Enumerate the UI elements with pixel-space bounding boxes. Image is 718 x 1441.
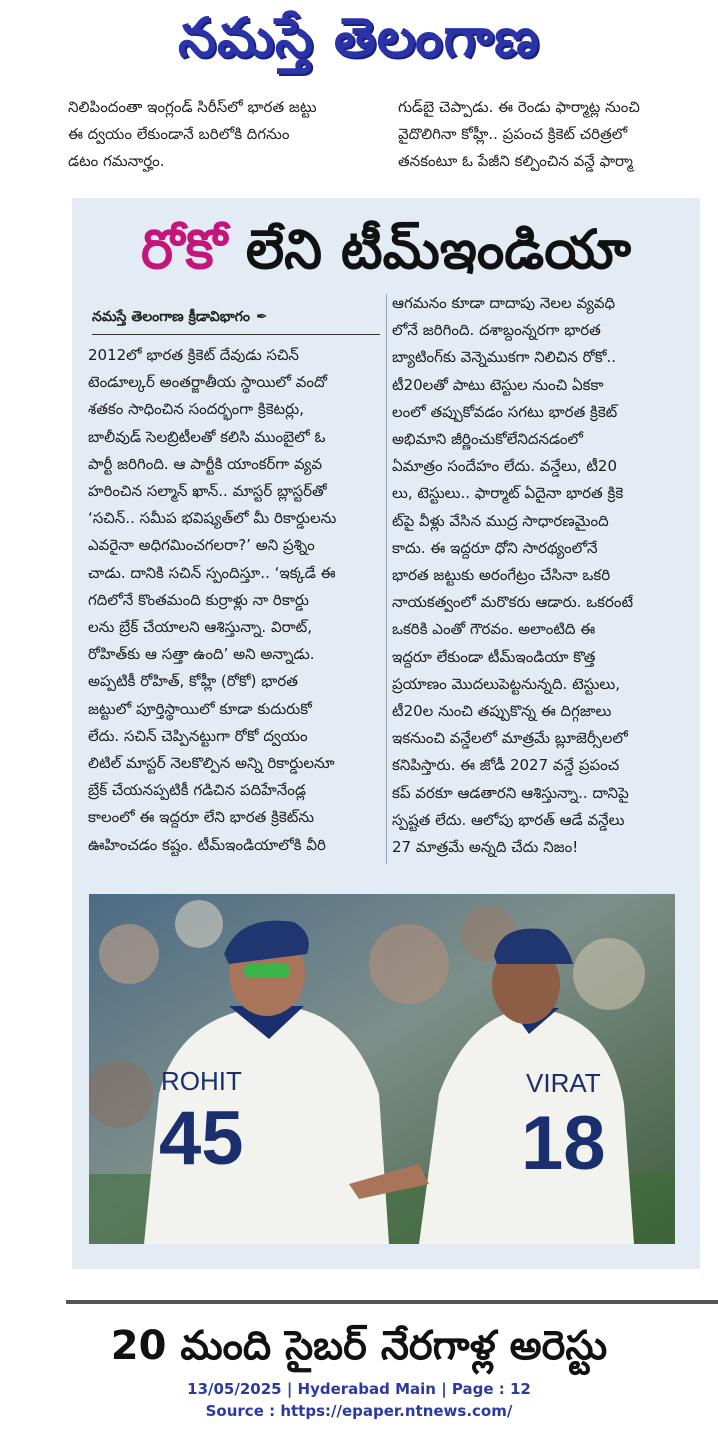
text-line: కనిపిస్తారు. ఈ జోడీ 2027 వన్డే ప్రపంచ xyxy=(392,756,620,775)
text-line: అప్పటికీ రోహిత్, కోహ్లీ (రోకో) భారత xyxy=(88,672,298,691)
right-player-name: VIRAT xyxy=(526,1068,601,1098)
teaser-headline: 20 మంది సైబర్ నేరగాళ్ల అరెస్టు xyxy=(110,1323,608,1369)
text-line: కాలంలో ఈ ఇద్దరూ లేని భారత క్రికెట్‌ను xyxy=(88,808,315,827)
article-panel xyxy=(72,198,700,1269)
text-line: 2012లో భారత క్రికెట్ దేవుడు సచిన్ xyxy=(88,346,299,364)
footer-edition-info: 13/05/2025 | Hyderabad Main | Page : 12 xyxy=(187,1380,531,1398)
column-divider xyxy=(386,294,387,864)
text-line: ఇద్దరూ లేకుండా టీమ్‌ఇండియా కొత్త xyxy=(392,647,596,666)
text-line: కప్ వరకూ ఆడతారని ఆశిస్తున్నా.. దానిపై xyxy=(392,783,629,802)
text-line: గుడ్‌బై చెప్పాడు. ఈ రెండు ఫార్మాట్ల నుంచి xyxy=(398,98,640,116)
text-line: బ్రేక్ చేయనప్పటికీ గడిచిన పదిహేనేండ్ల xyxy=(88,781,306,800)
text-line: ‘సచిన్.. సమీప భవిష్యత్‌లో మీ రికార్డులను xyxy=(88,509,337,528)
text-line: ఈ ద్వయం లేకుండానే బరిలోకి దిగనుం xyxy=(68,125,290,143)
left-player-name: ROHIT xyxy=(161,1066,242,1096)
headline-rest: లేని టీమ్‌ఇండియా xyxy=(227,218,632,281)
text-line: లు, టెస్టులు.. ఫార్మాట్ ఏదైనా భారత క్రికె xyxy=(392,484,624,503)
text-line: శతకం సాధించిన సందర్భంగా క్రికెటర్లు, xyxy=(88,400,304,419)
text-line: ఒకరికి ఎంతో గౌరవం. అలాంటిది ఈ xyxy=(392,620,596,639)
article-left-column xyxy=(88,342,382,859)
text-line: ట్‌పై వీళ్లు వేసిన ముద్ర సాధారణమైంది xyxy=(392,511,609,530)
players-photo-illustration xyxy=(89,894,675,1244)
text-line: డటం గమనార్హం. xyxy=(68,152,165,170)
text-line: లేదు. సచిన్ చెప్పినట్టుగా రోకో ద్వయం xyxy=(88,726,308,745)
pen-icon: ✒ xyxy=(255,309,268,325)
text-line: బాలీవుడ్ సెలబ్రిటీలతో కలిసి ముంబైలో ఓ xyxy=(88,427,326,446)
text-line: రోహిత్‌కు ఆ సత్తా ఉంది’ అని అన్నాడు. xyxy=(88,645,315,664)
byline xyxy=(92,302,380,335)
text-line: బ్యాటింగ్‌కు వెన్నెముకగా నిలిచిన రోకో.. xyxy=(392,348,617,367)
text-line: ఊహించడం కష్టం. టీమ్‌ఇండియాలోకి వీరి xyxy=(88,835,326,854)
text-line: ఇకనుంచి వన్డేలలో మాత్రమే బ్లూజెర్సీలలో xyxy=(392,729,628,748)
text-line: చాడు. దానికి సచిన్ స్పందిస్తూ.. ‘ఇక్కడే ఈ xyxy=(88,563,336,582)
text-line: లంలో తప్పుకోవడం సగటు భారత క్రికెట్ xyxy=(392,402,618,421)
text-line: తనకంటూ ఓ పేజీని కల్పించిన వన్డే ఫార్మా xyxy=(398,152,633,170)
article-photo xyxy=(89,894,675,1244)
text-line: వైదొలిగినా కోహ్లీ.. ప్రపంచ క్రికెట్ చరిత్రలో xyxy=(398,125,628,143)
headline-highlight: రోకో xyxy=(140,218,228,281)
text-line: హరించిన సల్మాన్ ఖాన్.. మాస్టర్ బ్లాస్టర్‌తో xyxy=(88,482,327,501)
text-line: లిటిల్ మాస్టర్ నెలకొల్పిన అన్ని రికార్డులనూ xyxy=(88,754,335,773)
text-line: పార్టీ జరిగింది. ఆ పార్టీకి యాంకర్‌గా వ్యవ xyxy=(88,454,323,473)
byline-text: నమస్తే తెలంగాణ క్రీడావిభాగం xyxy=(92,309,250,325)
text-line: లను బ్రేక్ చేయాలని ఆశిస్తున్నా. విరాట్, xyxy=(88,618,313,637)
text-line: స్పష్టత లేదు. ఆలోపు భారత్ ఆడే వన్డేలు xyxy=(392,810,625,829)
masthead-title: నమస్తే తెలంగాణ xyxy=(178,6,540,69)
text-line: కాదు. ఈ ఇద్దరూ ధోని సారథ్యంలోనే xyxy=(392,538,598,557)
text-line: అభిమాని జీర్ణించుకోలేనిదనడంలో xyxy=(392,430,583,449)
right-player-number: 18 xyxy=(521,1101,606,1186)
article-headline xyxy=(72,214,700,286)
footer-source-link[interactable]: Source : https://epaper.ntnews.com/ xyxy=(205,1402,513,1420)
previous-article-left-column xyxy=(68,94,368,175)
text-line: 27 మాత్రమే అన్నది చేదు నిజం! xyxy=(392,838,579,857)
text-line: ఎవరైనా అధిగమించగలరా?’ అని ప్రశ్నిం xyxy=(88,536,315,555)
text-line: భారత జట్టుకు అరంగేట్రం చేసినా ఒకరి xyxy=(392,566,611,585)
text-line: ప్రయాణం మొదలుపెట్టనున్నది. టెస్టులు, xyxy=(392,674,620,693)
text-line: ఆగమనం కూడా దాదాపు నెలల వ్యవధి xyxy=(392,294,616,312)
text-line: టీ20ల నుంచి తప్పుకొన్న ఈ దిగ్గజాలు xyxy=(392,702,612,721)
text-line: గదిలోనే కొంతమంది కుర్రాళ్లు నా రికార్డు xyxy=(88,590,309,609)
text-line: టెండూల్కర్ అంతర్జాతీయ స్థాయిలో వందో xyxy=(88,373,328,392)
text-line: జట్టులో పూర్తిస్థాయిలో కూడా కుదురుకో xyxy=(88,699,312,718)
article-right-column xyxy=(392,290,692,861)
section-rule xyxy=(66,1300,718,1304)
left-player-number: 45 xyxy=(159,1096,244,1181)
masthead xyxy=(0,0,718,92)
text-line: లోనే జరిగింది. దశాబ్దంన్నరగా భారత xyxy=(392,321,601,340)
text-line: నాయకత్వంలో మరొకరు ఆడారు. ఒకరంటే xyxy=(392,593,634,612)
previous-article-right-column xyxy=(398,94,703,175)
text-line: నిలిపిందంతా ఇంగ్లండ్ సిరీస్‌లో భారత జట్టు xyxy=(68,98,317,116)
text-line: టీ20లతో పాటు టెస్టుల నుంచి ఏకకా xyxy=(392,375,604,394)
text-line: ఏమాత్రం సందేహం లేదు. వన్డేలు, టీ20 xyxy=(392,457,617,476)
